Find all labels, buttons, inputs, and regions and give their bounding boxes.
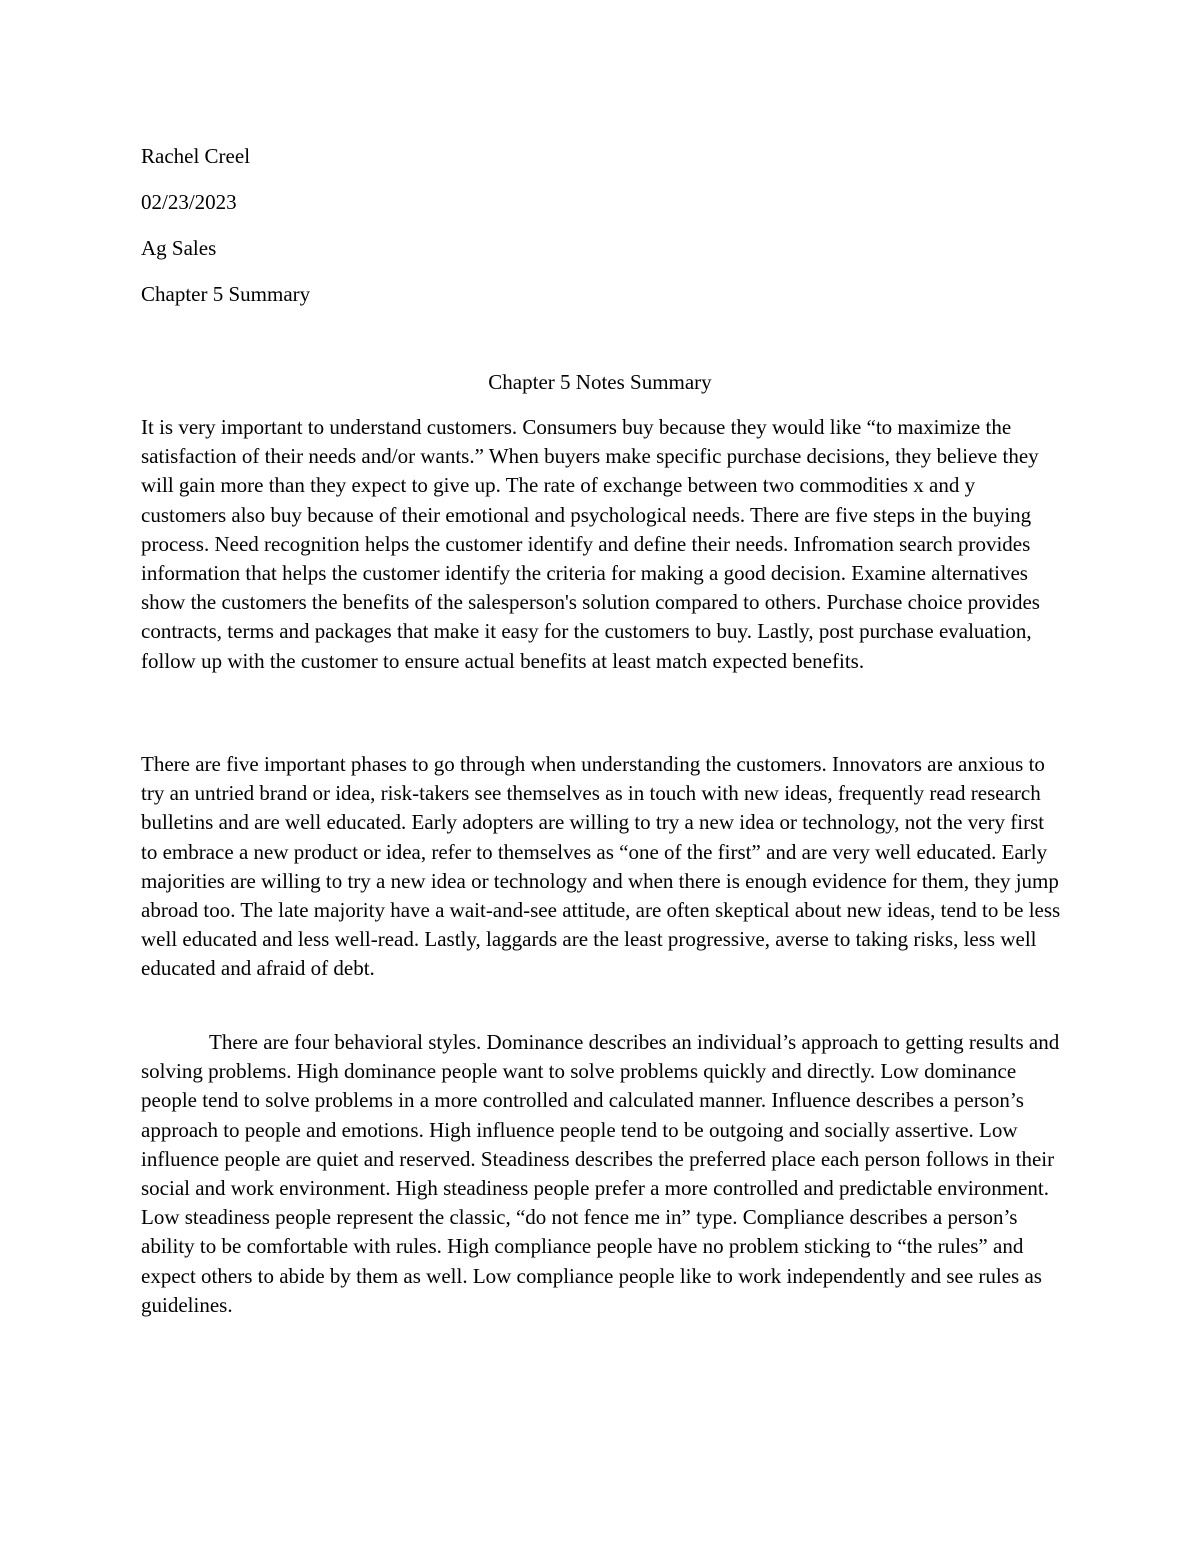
- paragraph-behavioral-styles: There are four behavioral styles. Dominance describes an individual’s approach to getting results and solving problems. High dominance people want to solve problems quickly and directly. Low dominance people tend to solve problems in a more controlled and calculated manner. Influence describes a person’s approach to people and emotions. High influence people tend to be outgoing and socially assertive. Low influence people are quiet and reserved. Steadiness describes the preferred place each person follows in their social and work environment. High steadiness people prefer a more controlled and predictable environment. Low steadiness people represent the classic, “do not fence me in” type. Compliance describes a person’s ability to be comfortable with rules. High compliance people have no problem sticking to “the rules” and expect others to abide by them as well. Low compliance people like to work independently and see rules as guidelines.: [141, 1030, 1060, 1317]
- paragraph-adoption-phases: There are five important phases to go through when understanding the customers. Innovators are anxious to try an untried brand or idea, risk-takers see themselves as in touch with new ideas, frequently read research bulletins and are well educated. Early adopters are willing to try a new idea or technology, not the very first to embrace a new product or idea, refer to themselves as “one of the first” and are very well educated. Early majorities are willing to try a new idea or technology and when there is enough evidence for them, they jump abroad too. The late majority have a wait-and-see attitude, are often skeptical about new ideas, tend to be less well educated and less well-read. Lastly, laggards are the least progressive, averse to taking risks, less well educated and afraid of debt.: [141, 752, 1061, 981]
- document-title: Chapter 5 Notes Summary: [488, 370, 712, 394]
- course-name: Ag Sales: [141, 236, 217, 260]
- paragraph-buying-process: It is very important to understand customers. Consumers buy because they would like “to maximize the satisfaction of their needs and/or wants.” When buyers make specific purchase decisions, they believe they will gain more than they expect to give up. The rate of exchange between two commodities x and y customers also buy because of their emotional and psychological needs. There are five steps in the buying process. Need recognition helps the customer identify and define their needs. Infromation search provides information that helps the customer identify the criteria for making a good decision. Examine alternatives show the customers the benefits of the salesperson's solution compared to others. Purchase choice provides contracts, terms and packages that make it easy for the customers to buy. Lastly, post purchase evaluation, follow up with the customer to ensure actual benefits at least match expected benefits.: [141, 415, 1040, 673]
- document-date: 02/23/2023: [141, 190, 237, 214]
- assignment-name: Chapter 5 Summary: [141, 282, 311, 306]
- author-name: Rachel Creel: [141, 144, 251, 168]
